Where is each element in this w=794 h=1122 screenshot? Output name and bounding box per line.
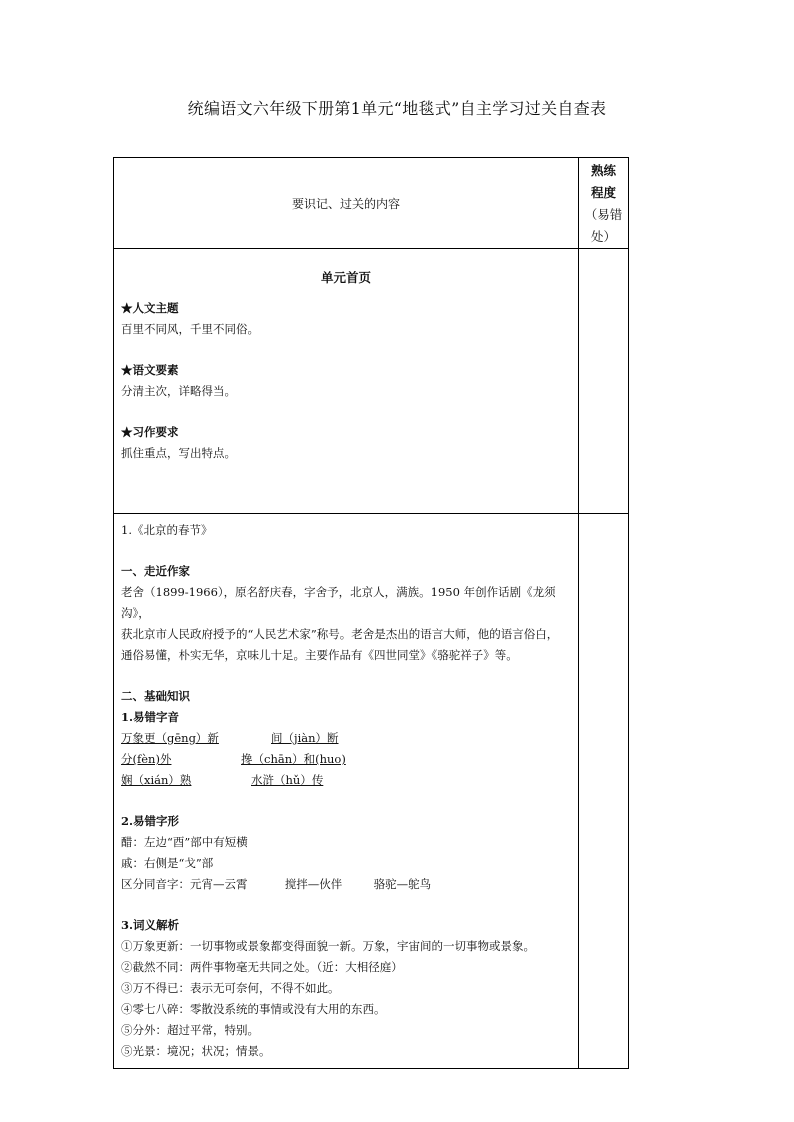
vocab-item: ④零七八碎：零散没系统的事情或没有大用的东西。	[121, 1002, 386, 1016]
pinyin-row	[121, 770, 571, 791]
proficiency-line-1: 熟练	[590, 163, 616, 178]
pinyin-item: 间（jiàn）断	[271, 731, 339, 745]
homophone-pair: 元宵—云霄	[190, 877, 248, 891]
author-heading: 一、走近作家	[121, 564, 190, 578]
homophone-pair: 骆驼—鸵鸟	[373, 877, 432, 891]
author-text-3: 通俗易懂，朴实无华，京味儿十足。主要作品有《四世同堂》《骆驼祥子》等。	[121, 648, 518, 662]
unit-home-row	[114, 249, 629, 514]
elements-text: 分清主次，详略得当。	[121, 384, 236, 398]
proficiency-line-4: 处）	[590, 229, 616, 244]
unit-home-proficiency-cell	[579, 249, 629, 514]
vocab-item: ③万不得已：表示无可奈何，不得不如此。	[121, 981, 340, 995]
pinyin-row	[121, 728, 571, 749]
proficiency-line-2: 程度	[590, 185, 616, 200]
elements-heading: ★语文要素	[121, 363, 179, 377]
writing-text: 抓住重点，写出特点。	[121, 446, 236, 460]
lesson1-title: 1.《北京的春节》	[121, 523, 213, 537]
vocab-item: ⑤分外：超过平常，特别。	[121, 1023, 259, 1037]
pinyin-heading: 1.易错字音	[121, 710, 180, 724]
pinyin-item: 万象更（gēng）新	[121, 731, 219, 745]
lesson1-proficiency-cell	[579, 514, 629, 1069]
page-title: 统编语文六年级下册第1单元“地毯式”自主学习过关自查表	[187, 99, 607, 118]
vocab-heading: 3.词义解析	[121, 918, 180, 932]
vocab-item: ②截然不同：两件事物毫无共同之处。（近：大相径庭）	[121, 960, 403, 974]
homophone-pair: 搅拌—伙伴	[284, 877, 343, 891]
author-text-1: 老舍（1899-1966），原名舒庆春，字舍予，北京人，满族。1950 年创作话剧《龙须沟》，	[121, 585, 556, 620]
author-text-2: 获北京市人民政府授予的“人民艺术家”称号。老舍是杰出的语言大师，他的语言俗白，	[121, 627, 559, 641]
glyph-item: 醋：左边“酉”部中有短横	[121, 835, 248, 849]
vocab-item: ⑤光景：境况；状况；情景。	[121, 1044, 271, 1058]
proficiency-header	[579, 158, 629, 249]
pinyin-item: 搀（chān）和(huo)	[241, 752, 346, 766]
vocab-item: ①万象更新：一切事物或景象都变得面貌一新。万象，宇宙间的一切事物或景象。	[121, 939, 535, 953]
glyph-homophones-label: 区分同音字：	[121, 877, 190, 891]
lesson1-row	[114, 514, 629, 1069]
pinyin-item: 水浒（hǔ）传	[251, 773, 324, 787]
unit-home-title: 单元首页	[320, 270, 371, 285]
lesson1-cell	[114, 514, 579, 1069]
pinyin-item: 娴（xián）熟	[121, 773, 192, 787]
self-check-table	[113, 157, 629, 1069]
unit-home-cell	[114, 249, 579, 514]
pinyin-row	[121, 749, 571, 770]
glyph-homophones	[121, 874, 571, 895]
glyph-item: 戚：右侧是“戈”部	[121, 856, 214, 870]
theme-heading: ★人文主题	[121, 301, 179, 315]
proficiency-line-3: （易错	[584, 207, 623, 222]
glyph-heading: 2.易错字形	[121, 814, 180, 828]
theme-text: 百里不同风，千里不同俗。	[121, 322, 259, 336]
writing-heading: ★习作要求	[121, 425, 179, 439]
content-header: 要识记、过关的内容	[114, 158, 579, 249]
basics-heading: 二、基础知识	[121, 689, 190, 703]
header-row	[114, 158, 629, 249]
pinyin-item: 分(fèn)外	[121, 752, 172, 766]
